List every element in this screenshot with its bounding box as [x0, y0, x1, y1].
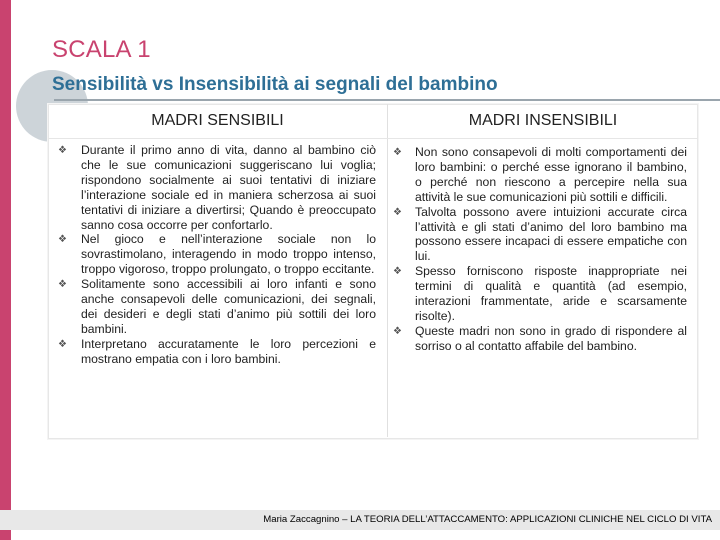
diamond-bullet-icon: ❖ — [58, 145, 67, 156]
slide-subtitle: Sensibilità vs Insensibilità ai segnali del bambino — [52, 74, 498, 95]
diamond-bullet-icon: ❖ — [393, 325, 402, 337]
accent-left-bar — [0, 0, 11, 540]
list-item — [393, 145, 687, 205]
list-item-text: Non sono consapevoli di molti comportamenti dei loro bambini: o perché esse ignorano il bambino, o perché non riescono a percepire nella sua attività le sue comunicazioni più sottili e difficili. — [415, 145, 687, 204]
list-madri-insensibili — [393, 145, 687, 354]
diamond-bullet-icon: ❖ — [58, 279, 67, 291]
title-divider — [54, 99, 720, 101]
diamond-bullet-icon: ❖ — [58, 234, 67, 246]
list-item-text: Nel gioco e nell’interazione sociale non lo sovrastimolano, interagendo in modo troppo intenso, troppo vigoroso, troppo prolungato, o troppo eccitante. — [81, 232, 376, 277]
diamond-bullet-icon: ❖ — [58, 338, 67, 350]
list-item — [58, 143, 376, 232]
list-item — [393, 264, 687, 324]
diamond-bullet-icon: ❖ — [393, 266, 402, 278]
header-madri-sensibili: MADRI SENSIBILI — [151, 112, 284, 129]
list-madri-sensibili — [58, 143, 376, 367]
footer-text: Maria Zaccagnino – LA TEORIA DELL’ATTACCAMENTO: APPLICAZIONI CLINICHE NEL CICLO DI VITA — [263, 514, 712, 525]
header-divider — [48, 138, 698, 139]
list-item — [58, 277, 376, 337]
list-item — [58, 232, 376, 277]
list-item — [58, 337, 376, 367]
diamond-bullet-icon: ❖ — [393, 147, 402, 158]
list-item-text: Queste madri non sono in grado di rispondere al sorriso o al contatto affabile del bambino. — [415, 323, 687, 353]
column-divider — [387, 104, 388, 437]
list-item-text: Talvolta possono avere intuizioni accurate circa l’attività e gli stati d’animo del loro bambino ma possono essere incapaci di essere empatiche con lui. — [415, 204, 687, 264]
list-item-text: Solitamente sono accessibili ai loro infanti e sono anche consapevoli delle comunicazioni, dei segnali, dei desideri e degli stati d’animo più sottili dei loro bambini. — [81, 277, 376, 336]
header-madri-insensibili: MADRI INSENSIBILI — [468, 112, 618, 129]
diamond-bullet-icon: ❖ — [393, 206, 402, 218]
slide-title: SCALA 1 — [52, 36, 151, 63]
list-item-text: Spesso forniscono risposte inappropriate nei termini di qualità e quantità (ad esempio, interazioni frammentate, aride e scarsamente risolte). — [415, 264, 687, 323]
list-item-text: Durante il primo anno di vita, danno al bambino ciò che le sue comunicazioni suggeriscano lui voglia; rispondono socialmente ai suoi tentativi di iniziare l’interazione sociale ed in maniera scherzosa ai suoi tentativi di iniziare a divertirsi; Quando è preoccupato sanno cosa occorre per confortarlo. — [81, 143, 376, 232]
list-item — [393, 205, 687, 265]
list-item — [393, 324, 687, 354]
list-item-text: Interpretano accuratamente le loro percezioni e mostrano empatia con i loro bambini. — [81, 336, 376, 366]
